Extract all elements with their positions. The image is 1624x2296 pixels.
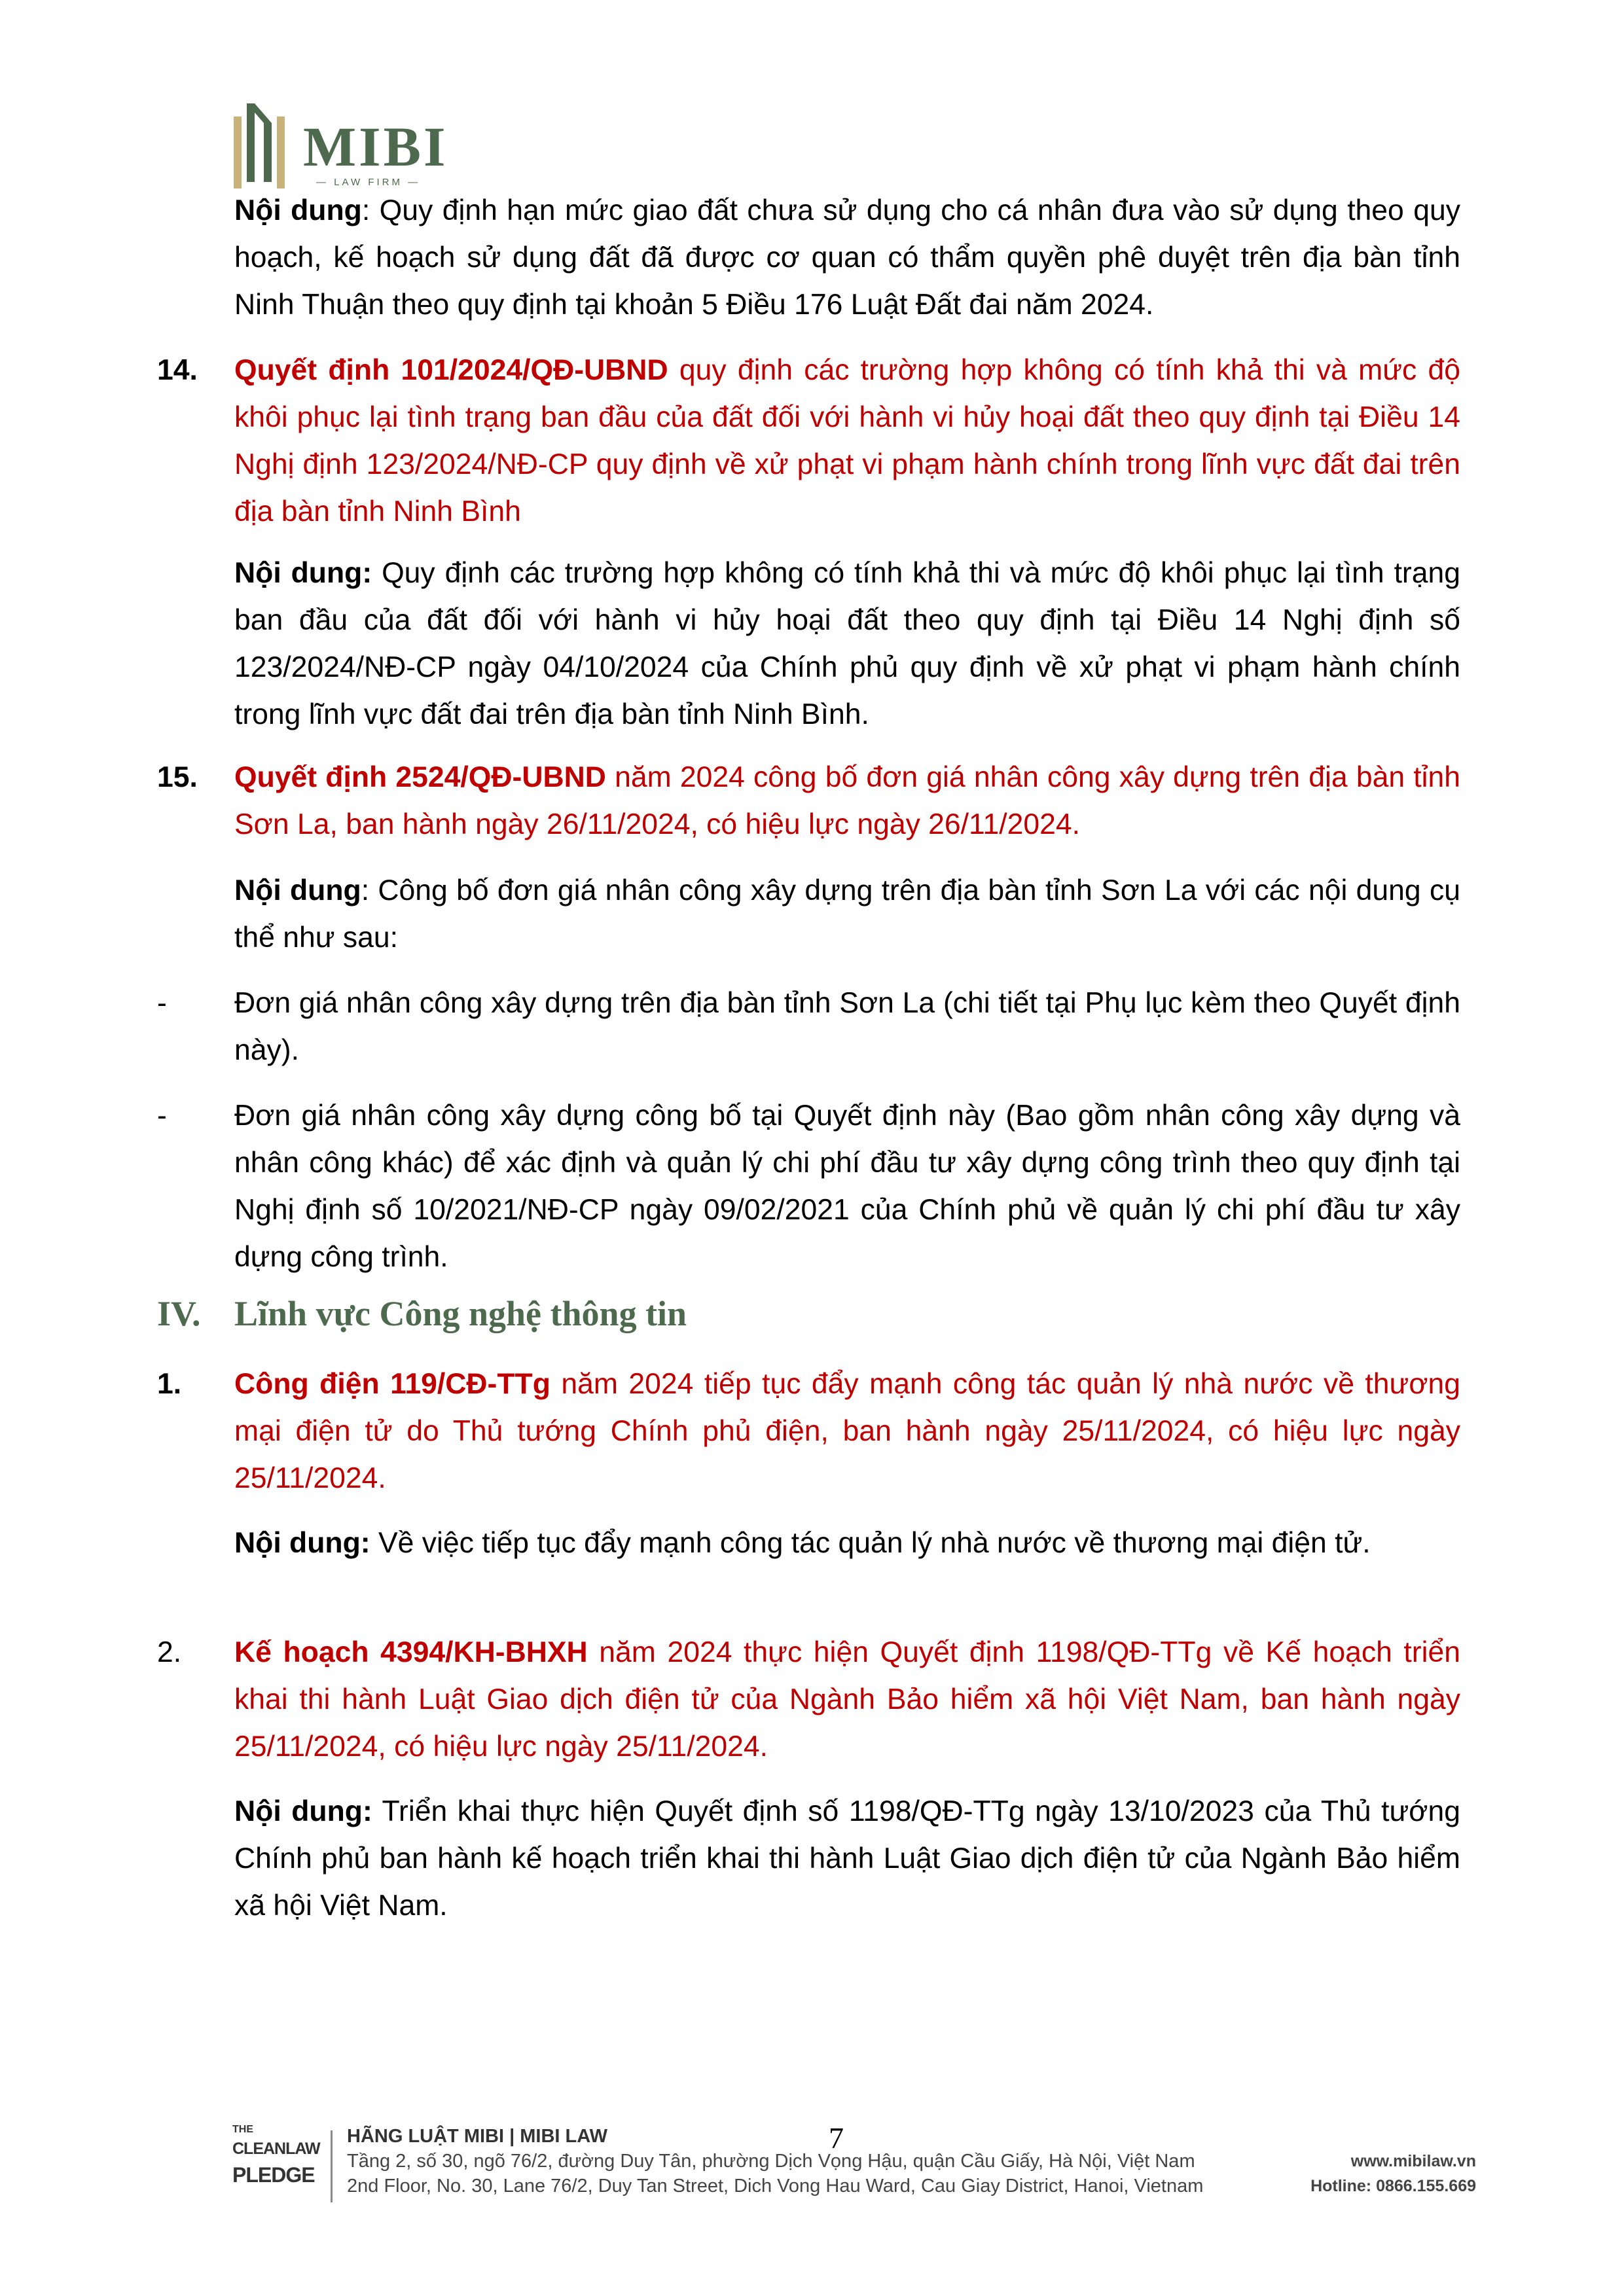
- content-text: : Quy định hạn mức giao đất chưa sử dụng cho cá nhân đưa vào sử dụng theo quy hoạch, kế hoạch sử dụng đất đã được cơ quan có thẩm quyền phê duyệt trên địa bàn tỉnh Ninh Thuận theo quy định tại khoản 5 Điều 176 Luật Đất đai năm 2024.: [234, 194, 1460, 321]
- bullet-text: Đơn giá nhân công xây dựng công bố tại Quyết định này (Bao gồm nhân công xây dựng và nhân công khác) để xác định và quản lý chi phí đầu tư xây dựng công trình theo quy định tại Nghị định số 10/2021/NĐ-CP ngày 09/02/2021 của Chính phủ về quản lý chi phí đầu tư xây dựng công trình.: [234, 1100, 1460, 1273]
- page-footer: [232, 2124, 1476, 2222]
- brand-subtitle: — LAW FIRM —: [316, 177, 421, 188]
- cleanlaw-pledge-logo: THE CLEANLAW PLEDGE: [232, 2124, 320, 2187]
- content-text: Triển khai thực hiện Quyết định số 1198/QĐ-TTg ngày 13/10/2023 của Thủ tướng Chính phủ ban hành kế hoạch triển khai thi hành Luật Giao dịch điện tử của Ngành Bảo hiểm xã hội Việt Nam.: [234, 1795, 1460, 1922]
- item-15-content: [234, 867, 1460, 961]
- content-label: Nội dung: [234, 194, 362, 226]
- intro-paragraph: [234, 187, 1460, 329]
- document-description: quy định các trường hợp không có tính khả thi và mức độ khôi phục lại tình trạng ban đầu của đất đối với hành vi hủy hoại đất theo quy định tại Điều 14 Nghị định 123/2024/NĐ-CP quy định về xử phạt vi phạm hành chính trong lĩnh vực đất đai trên địa bàn tỉnh Ninh Bình: [234, 354, 1460, 528]
- website-link[interactable]: www.mibilaw.vn: [1350, 2152, 1476, 2170]
- document-name: Công điện 119/CĐ-TTg: [234, 1368, 550, 1400]
- document-description: năm 2024 công bố đơn giá nhân công xây dựng trên địa bàn tỉnh Sơn La, ban hành ngày 26/11/2024, có hiệu lực ngày 26/11/2024.: [234, 761, 1460, 840]
- address-english: 2nd Floor, No. 30, Lane 76/2, Duy Tan Street, Dich Vong Hau Ward, Cau Giay District, Hanoi, Vietnam: [347, 2176, 1204, 2197]
- content-label: Nội dung: [234, 874, 361, 906]
- document-description: năm 2024 thực hiện Quyết định 1198/QĐ-TTg về Kế hoạch triển khai thi hành Luật Giao dịch điện tử của Ngành Bảo hiểm xã hội Việt Nam, ban hành ngày 25/11/2024, có hiệu lực ngày 25/11/2024.: [234, 1636, 1460, 1763]
- item-number: 2.: [157, 1636, 182, 1668]
- content-text: Về việc tiếp tục đẩy mạnh công tác quản lý nhà nước về thương mại điện tử.: [370, 1527, 1371, 1559]
- item-number: 14.: [157, 354, 198, 386]
- footer-contact: [1310, 2149, 1476, 2198]
- s4-item-2-content: [234, 1788, 1460, 1929]
- document-description: năm 2024 tiếp tục đẩy mạnh công tác quản lý nhà nước về thương mại điện tử do Thủ tướng Chính phủ điện, ban hành ngày 25/11/2024, có hiệu lực ngày 25/11/2024.: [234, 1368, 1460, 1494]
- document-name: Quyết định 2524/QĐ-UBND: [234, 761, 606, 793]
- s4-item-1-content: [234, 1520, 1460, 1567]
- content-label: Nội dung:: [234, 1527, 370, 1559]
- footer-divider: [331, 2130, 333, 2202]
- content-label: Nội dung:: [234, 557, 372, 589]
- s4-item-1-title: [234, 1361, 1460, 1502]
- section-number: IV.: [157, 1294, 201, 1333]
- item-14-title: [234, 347, 1460, 535]
- content-text: Quy định các trường hợp không có tính khả thi và mức độ khôi phục lại tình trạng ban đầu của đất đối với hành vi hủy hoại đất theo quy định tại Điều 14 Nghị định số 123/2024/NĐ-CP ngày 04/10/2024 của Chính phủ quy định về xử phạt vi phạm hành chính trong lĩnh vực đất đai trên địa bàn tỉnh Ninh Bình.: [234, 557, 1460, 730]
- hotline: Hotline: 0866.155.669: [1310, 2177, 1476, 2195]
- firm-name: HÃNG LUẬT MIBI | MIBI LAW: [347, 2126, 607, 2147]
- item-number: 15.: [157, 761, 198, 793]
- address-vietnamese: Tầng 2, số 30, ngõ 76/2, đường Duy Tân, phường Dịch Vọng Hậu, quận Cầu Giấy, Hà Nội, Việt Nam: [347, 2151, 1195, 2172]
- page-number: 7: [829, 2121, 844, 2155]
- document-name: Kế hoạch 4394/KH-BHXH: [234, 1636, 588, 1668]
- document-name: Quyết định 101/2024/QĐ-UBND: [234, 354, 668, 386]
- bullet-dash: -: [157, 987, 167, 1019]
- s4-item-2-title: [234, 1629, 1460, 1770]
- section-title: Lĩnh vực Công nghệ thông tin: [234, 1294, 687, 1333]
- item-15-title: [234, 754, 1460, 848]
- section-heading: [157, 1293, 687, 1334]
- item-14-content: [234, 550, 1460, 738]
- firm-logo: [232, 97, 448, 195]
- bullet-text: Đơn giá nhân công xây dựng trên địa bàn tỉnh Sơn La (chi tiết tại Phụ lục kèm theo Quyết định này).: [234, 987, 1460, 1066]
- footer-address: [347, 2124, 1203, 2198]
- building-logo-icon: [232, 97, 298, 195]
- bullet-dash: -: [157, 1100, 167, 1132]
- content-label: Nội dung:: [234, 1795, 372, 1827]
- brand-name: MIBI: [303, 115, 448, 178]
- item-number: 1.: [157, 1368, 182, 1400]
- content-text: : Công bố đơn giá nhân công xây dựng trên địa bàn tỉnh Sơn La với các nội dung cụ thể như sau:: [234, 874, 1460, 954]
